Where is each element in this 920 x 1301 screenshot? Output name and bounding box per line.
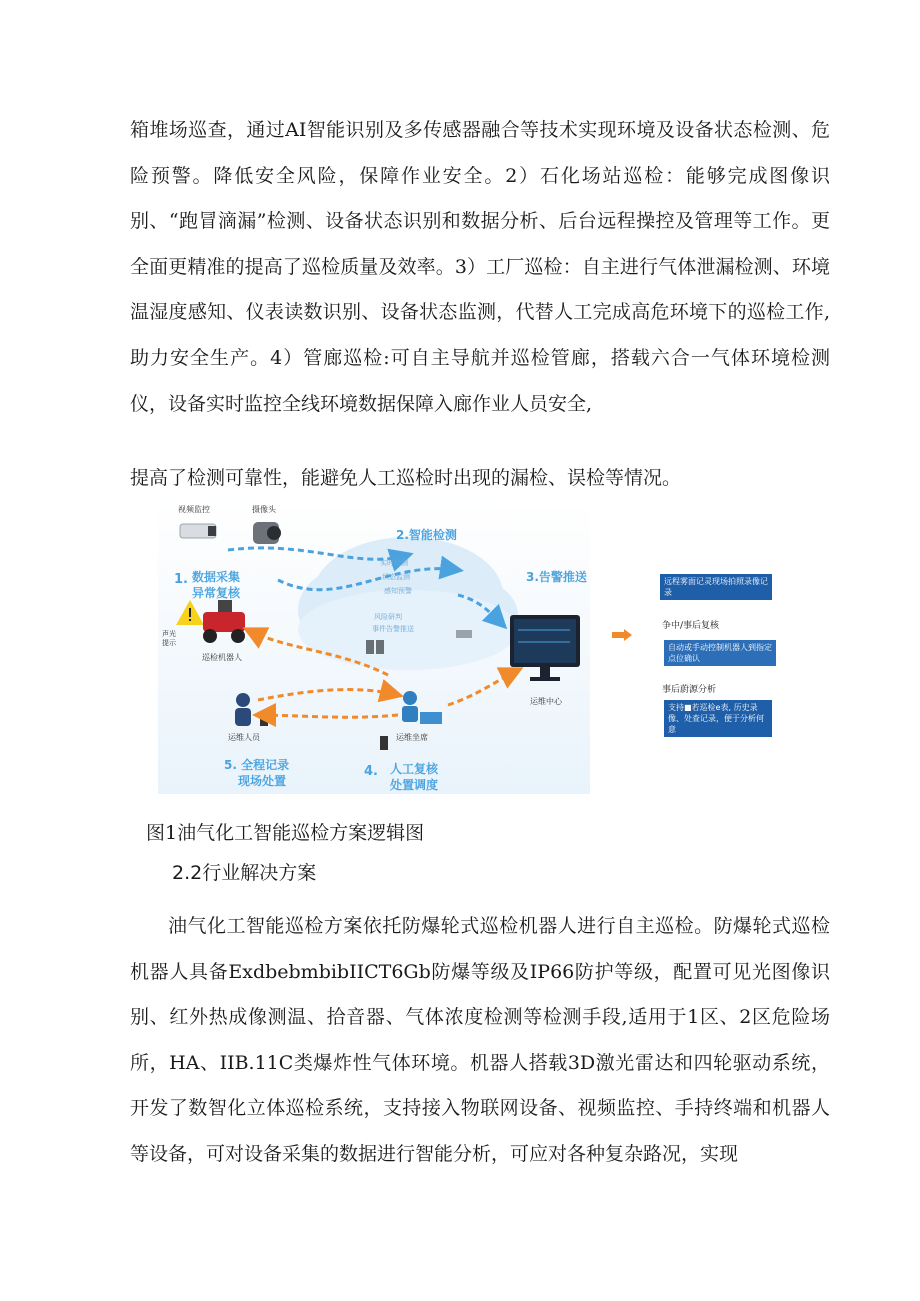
label-step1-num: 1.: [174, 572, 188, 587]
label-cloud-3: 感知预警: [384, 587, 412, 595]
label-staff: 运维人员: [228, 733, 260, 742]
label-center: 运维中心: [530, 697, 562, 706]
label-video: 视频监控: [178, 505, 210, 514]
label-step3: 3.告警推送: [526, 570, 587, 584]
label-step4-a: 人工复核: [390, 762, 439, 776]
label-alarm: 声光提示: [162, 630, 176, 647]
label-step1-b: 异常复核: [192, 586, 241, 600]
label-step4-b: 处置调度: [390, 778, 439, 792]
label-step5-b: 现场处置: [238, 774, 287, 788]
label-cloud-2: 状态监测: [382, 573, 410, 581]
label-camera: 摄像头: [252, 505, 276, 514]
body-paragraph-2: 油气化工智能巡检方案依托防爆轮式巡检机器人进行自主巡检。防爆轮式巡检机器人具备ExdbebmbibIICT6Gb防爆等级及IP66防护等级，配置可见光图像识别、红外热成像测温、拾音器、气体浓度检测等检测手段,适用于1区、2区危险场所，HA、IIB.11C类爆炸性气体环境。机器人搭载3D激光雷达和四轮驱动系统，开发了数智化立体巡检系统，支持接入物联网设备、视频监控、手持终端和机器人等设备，可对设备采集的数据进行智能分析，可应对各种复杂路况，实现: [130, 915, 830, 1165]
review-title: 争中/事后复核: [662, 621, 720, 631]
review-panel: 自动或手动控制机器人到指定点位确认: [664, 640, 776, 666]
remote-record-panel: 远程雾面记灵现场拍照录像记录: [660, 574, 772, 600]
body-paragraph-1-tail: 提高了检测可靠性，能避免人工巡检时出现的漏检、误检等情况。: [130, 467, 682, 489]
label-robot: 巡检机器人: [202, 653, 242, 662]
label-step1-a: 数据采集: [192, 570, 241, 584]
label-step4-num: 4.: [364, 764, 378, 779]
label-cloud-4: 风险研判: [374, 613, 402, 621]
label-cloud-5: 事件告警推送: [372, 625, 414, 633]
body-paragraph-1: 箱堆场巡查，通过AI智能识别及多传感器融合等技术实现环境及设备状态检测、危险预警。降低安全风险，保障作业安全。2）石化场站巡检：能够完成图像识别、“跑冒滴漏”检测、设备状态识别和数据分析、后台远程操控及管理等工作。更全面更精准的提高了巡检质量及效率。3）工厂巡检：自主进行气体泄漏检测、环境温湿度感知、仪表读数识别、设备状态监测，代替人工完成高危环境下的巡检工作,助力安全生产。4）管廊巡检:可自主导航并巡检管廊，搭载六合一气体环境检测仪，设备实时监控全线环境数据保障入廊作业人员安全,: [130, 119, 830, 415]
trace-title: 事后蔚源分析: [662, 685, 717, 695]
solution-logic-diagram: [158, 500, 590, 794]
label-step5-a: 5. 全程记录: [224, 758, 290, 772]
trace-panel: 支持■若巡检e表, 历史录像、处查记录，便于分析何意: [664, 700, 772, 737]
figure-caption: 图1油气化工智能巡检方案逻辑图: [146, 822, 425, 844]
section-heading: 2.2行业解决方案: [172, 862, 317, 884]
arrow-right-icon: [612, 626, 632, 638]
label-cloud-1: 实时检测: [380, 559, 408, 567]
label-seat: 运维坐席: [396, 733, 428, 742]
camera-icon: [253, 522, 281, 544]
label-step2: 2.智能检测: [396, 528, 457, 542]
video-surveillance-icon: [180, 524, 216, 538]
